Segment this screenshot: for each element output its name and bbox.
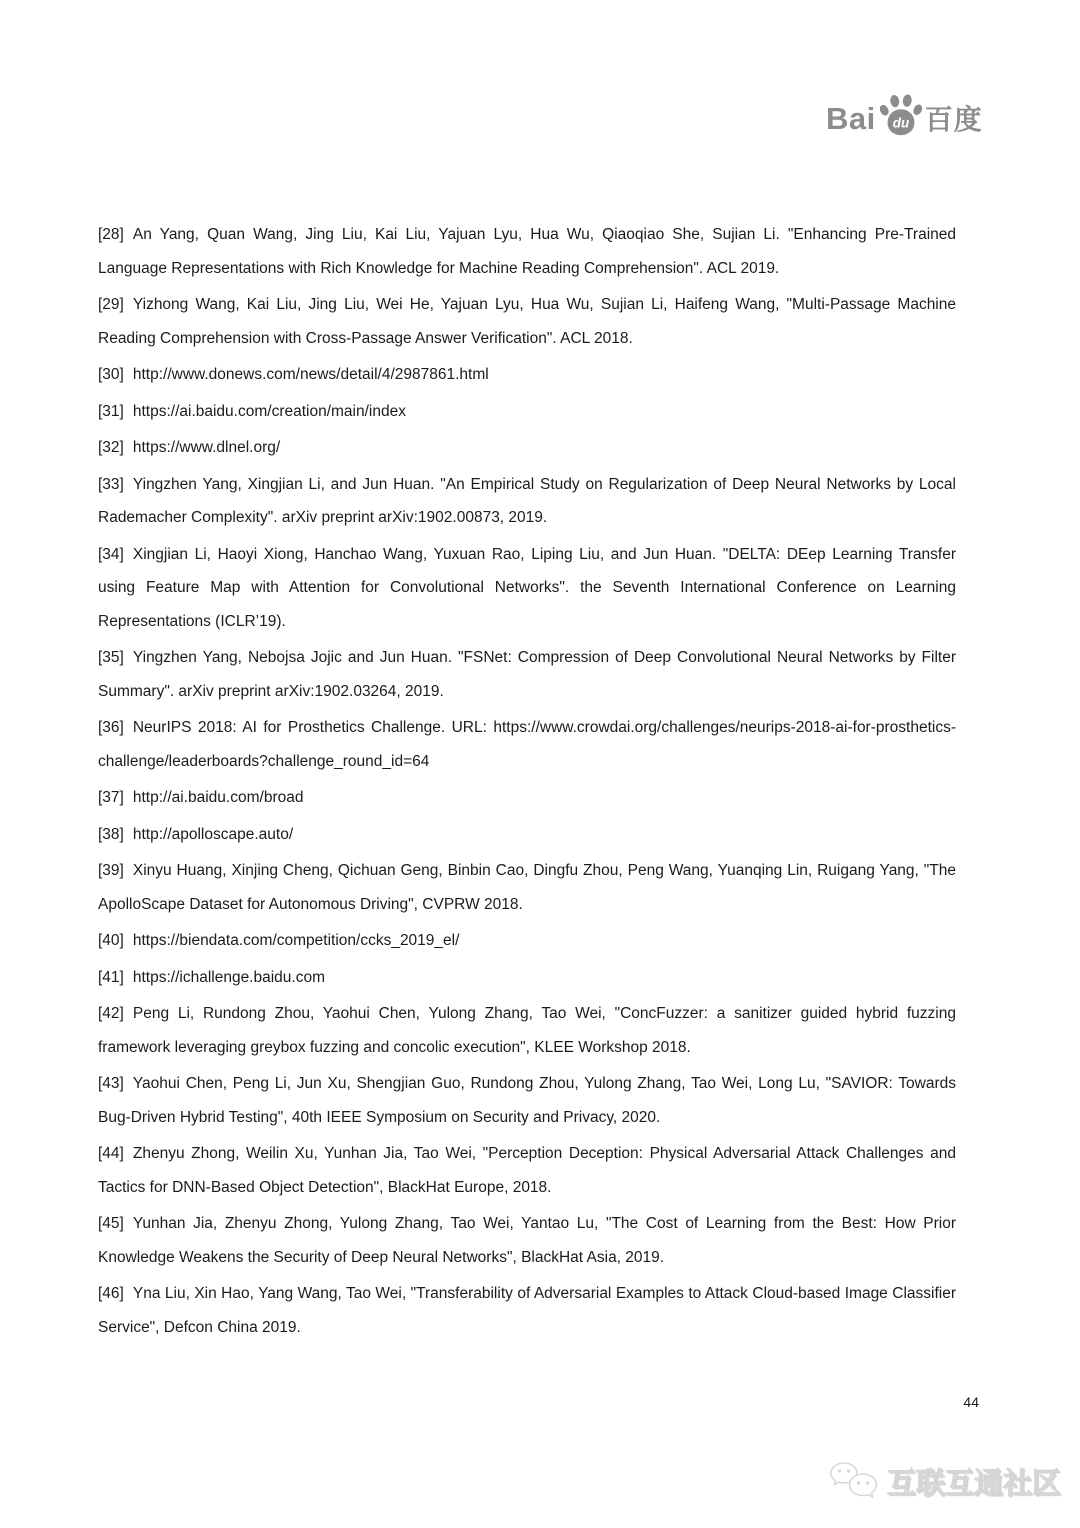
reference-number: [34] [98,545,124,563]
reference-item [98,358,956,392]
wechat-icon [828,1460,880,1502]
reference-number: [32] [98,439,124,456]
reference-item [98,781,956,815]
reference-item [98,711,956,778]
reference-number: [36] [98,719,124,736]
reference-text: https://ichallenge.baidu.com [132,968,326,986]
reference-item [98,1207,956,1274]
reference-item [98,1137,956,1204]
baidu-logo-text-bai: Bai [826,101,876,136]
reference-item [98,854,956,921]
baidu-logo [826,92,983,138]
reference-text: https://biendata.com/competition/ccks_2019_el/ [132,932,460,949]
reference-text: Yizhong Wang, Kai Liu, Jing Liu, Wei He, Yajuan Lyu, Hua Wu, Sujian Li, Haifeng Wang, "Multi-Passage Machine Reading Comprehension with Cross-Passage Answer Verification". ACL 2018. [98,296,956,347]
reference-item [98,997,956,1064]
reference-item [98,641,956,708]
reference-item [98,395,956,429]
reference-item [98,431,956,465]
reference-text: https://ai.baidu.com/creation/main/index [132,402,406,420]
reference-text: http://ai.baidu.com/broad [132,789,304,806]
reference-number: [43] [98,1075,124,1092]
reference-item [98,218,956,285]
watermark [828,1460,1061,1502]
reference-number: [33] [98,475,124,493]
reference-number: [38] [98,825,124,843]
reference-number: [31] [98,402,124,420]
reference-item [98,818,956,852]
reference-number: [41] [98,968,124,986]
reference-text: https://www.dlnel.org/ [132,439,281,456]
reference-item [98,1277,956,1344]
watermark-text: 互联互通社区 [887,1467,1062,1500]
reference-number: [39] [98,862,124,879]
reference-number: [45] [98,1215,124,1232]
reference-number: [35] [98,649,124,666]
reference-number: [30] [98,366,124,383]
reference-number: [40] [98,932,124,949]
reference-text: http://apolloscape.auto/ [132,825,294,843]
reference-text: Yaohui Chen, Peng Li, Jun Xu, Shengjian Guo, Rundong Zhou, Yulong Zhang, Tao Wei, Long Lu, "SAVIOR: Towards Bug-Driven Hybrid Testing", 40th IEEE Symposium on Security and Privacy, 2020. [98,1075,956,1126]
reference-number: [44] [98,1145,124,1162]
reference-text: Yingzhen Yang, Nebojsa Jojic and Jun Huan. "FSNet: Compression of Deep Convolutional Neural Networks by Filter Summary". arXiv preprint arXiv:1902.03264, 2019. [98,649,956,700]
reference-text: Yingzhen Yang, Xingjian Li, and Jun Huan. "An Empirical Study on Regularization of Deep Neural Networks by Local Rademacher Complexity". arXiv preprint arXiv:1902.00873, 2019. [98,475,956,526]
references-list [98,218,956,1347]
reference-item [98,924,956,958]
baidu-logo-text-chinese: 百度 [924,104,983,135]
reference-number: [42] [98,1005,124,1022]
reference-text: NeurIPS 2018: AI for Prosthetics Challenge. URL: https://www.crowdai.org/challenges/neurips-2018-ai-for-prosthetics-challenge/leaderboards?challenge_round_id=64 [98,719,956,770]
reference-text: Peng Li, Rundong Zhou, Yaohui Chen, Yulong Zhang, Tao Wei, "ConcFuzzer: a sanitizer guided hybrid fuzzing framework leveraging greybox fuzzing and concolic execution", KLEE Workshop 2018. [98,1005,956,1056]
reference-item [98,1067,956,1134]
reference-item [98,288,956,355]
reference-text: An Yang, Quan Wang, Jing Liu, Kai Liu, Yajuan Lyu, Hua Wu, Qiaoqiao She, Sujian Li. "Enhancing Pre-Trained Language Representations with Rich Knowledge for Machine Reading Comprehension". ACL 2019. [98,226,956,277]
reference-text: Xinyu Huang, Xinjing Cheng, Qichuan Geng, Binbin Cao, Dingfu Zhou, Peng Wang, Yuanqing Lin, Ruigang Yang, "The ApolloScape Dataset for Autonomous Driving", CVPRW 2018. [98,862,956,913]
baidu-logo-text-du: du [892,115,909,131]
reference-number: [37] [98,789,124,806]
reference-text: Zhenyu Zhong, Weilin Xu, Yunhan Jia, Tao Wei, "Perception Deception: Physical Adversarial Attack Challenges and Tactics for DNN-Based Object Detection", BlackHat Europe, 2018. [98,1145,956,1196]
reference-text: Yna Liu, Xin Hao, Yang Wang, Tao Wei, "Transferability of Adversarial Examples to Attack Cloud-based Image Classifier Service", Defcon China 2019. [98,1285,956,1336]
reference-text: Yunhan Jia, Zhenyu Zhong, Yulong Zhang, Tao Wei, Yantao Lu, "The Cost of Learning from the Best: How Prior Knowledge Weakens the Security of Deep Neural Networks", BlackHat Asia, 2019. [98,1215,956,1266]
reference-number: [46] [98,1285,124,1302]
baidu-paw-icon [878,92,924,138]
reference-item [98,538,956,639]
reference-number: [28] [98,226,124,243]
page-number: 44 [963,1394,979,1410]
reference-text: http://www.donews.com/news/detail/4/2987861.html [132,366,489,383]
reference-item [98,468,956,535]
reference-number: [29] [98,296,124,313]
reference-text: Xingjian Li, Haoyi Xiong, Hanchao Wang, Yuxuan Rao, Liping Liu, and Jun Huan. "DELTA: DEep Learning Transfer using Feature Map with Attention for Convolutional Networks". the Seventh International Conference on Learning Representations (ICLR’19). [98,545,956,630]
reference-item [98,961,956,995]
